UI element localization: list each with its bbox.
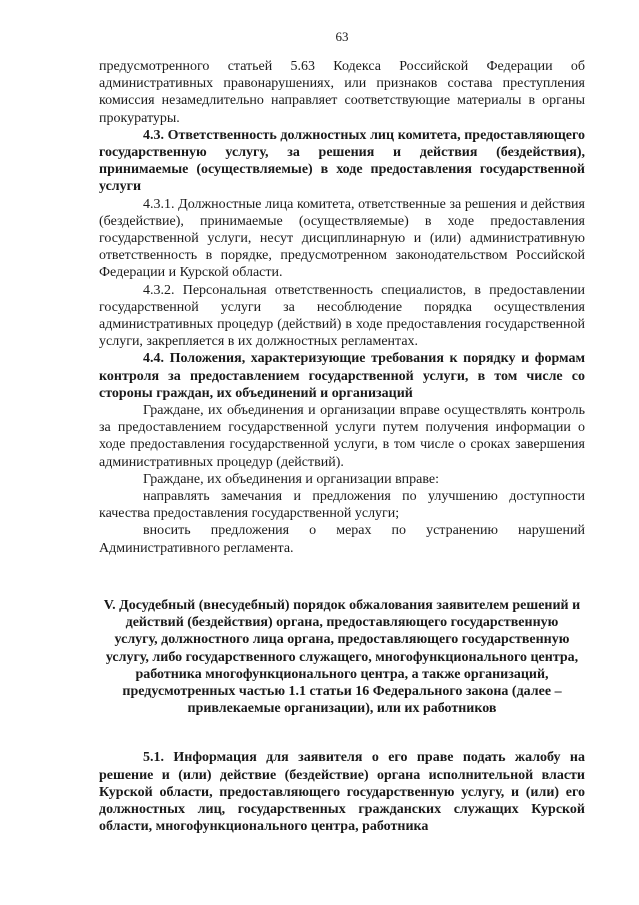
paragraph-4-4-make-proposals: вносить предложения о мерах по устранению нарушений Административного регламента. <box>99 523 585 556</box>
heading-4-3: 4.3. Ответственность должностных лиц комитета, предоставляющего государственную услугу, за решения и действия (бездействия), принимаемые (осуществляемые) в ходе предоставления государственной услуги <box>99 127 585 195</box>
paragraph-4-4-citizens-rights: Граждане, их объединения и организации вправе: <box>143 471 440 487</box>
paragraph-4-4-citizens-control: Граждане, их объединения и организации вправе осуществлять контроль за предоставлением государственной услуги путем получения информации о ходе предоставления государственной услуги, в том числе о сроках завершения административных процедур (действий). <box>99 403 585 470</box>
paragraph-4-3-1: 4.3.1. Должностные лица комитета, ответственные за решения и действия (бездействие), принимаемые (осуществляемые) в ходе предоставления государственной услуги, несут дисциплинарную и (или) административную ответственность в порядке, предусмотренном законодательством Российской Федерации и Курской области. <box>99 196 585 281</box>
document-page <box>99 28 585 835</box>
heading-4-4: 4.4. Положения, характеризующие требования к порядку и формам контроля за предоставлением государственной услуги, в том числе со стороны граждан, их объединений и организаций <box>99 351 585 401</box>
page-number: 63 <box>335 29 349 44</box>
section-v-title: V. Досудебный (внесудебный) порядок обжалования заявителем решений и действий (бездействия) органа, предоставляющего государственную услугу, должностного лица органа, предоставляющего государственную услугу, либо государственного служащего, многофункционального центра, работника многофункционального центра, а также организаций, предусмотренных частью 1.1 статьи 16 Федерального закона (далее – привлекаемые организации), или их работников <box>103 597 581 717</box>
paragraph-4-4-send-remarks: направлять замечания и предложения по улучшению доступности качества предоставления государственной услуги; <box>99 489 585 522</box>
paragraph-4-3-2: 4.3.2. Персональная ответственность специалистов, в предоставлении государственной услуги за несоблюдение порядка осуществления административных процедур (действий) в ходе предоставления государственной услуги, закрепляется в их должностных регламентах. <box>99 282 585 350</box>
paragraph-5-1: 5.1. Информация для заявителя о его праве подать жалобу на решение и (или) действие (бездействие) органа исполнительной власти Курской области, предоставляющего государственную услугу, и (или) его должностных лиц, государственных гражданских служащих Курской области, многофункционального центра, работника <box>99 750 585 835</box>
paragraph-continuation: предусмотренного статьей 5.63 Кодекса Российской Федерации об административных правонарушениях, или признаков состава преступления комиссия незамедлительно направляет соответствующие материалы в органы прокуратуры. <box>99 59 585 126</box>
